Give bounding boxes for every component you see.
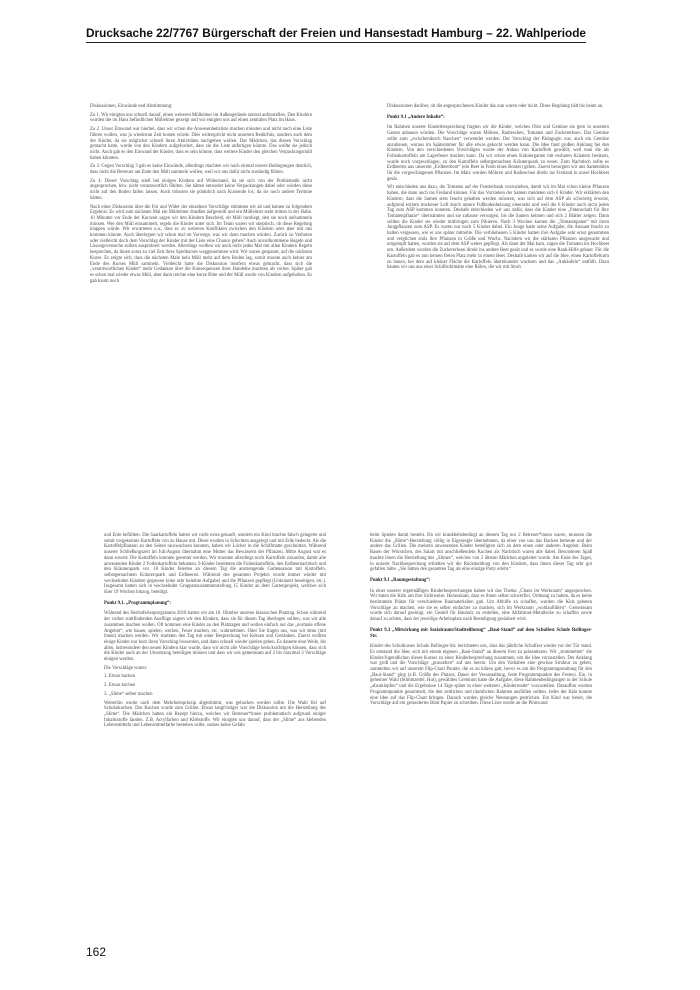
list-item: 1. Etwas backen (104, 674, 135, 680)
paragraph: Kinder des Schulkurses Schule Rellinger-Str. berichteten uns, dass das jährliche Schulfest wieder vor der Tür stand. Es entstand die Idee, sich mit einem eigenen „Baui-Stand“ an diesem Fest zu präsentieren. Wir „trommelten“ die Kinder/Jugendlichen dieses Kurses zu einer Kinderbesprechung zusammen, um die Idee vorzustellen. Der Anklang war groß und die Vorschläge „prasselten“ auf uns herein. Um den Vorhaben eine gewisse Struktur zu geben, sammelten wir auf unserem Flip-Chart Punkte, die es zu klären galt, bevor es um die Programmgestaltung für den „Baui-Stand“ ging (z.B. Größe des Platzes, Dauer der Veranstaltung, feste Programmpunkte des Festes). Ein, in geheimer Wahl (Stimmzettel, Hut), gewähltes Gremium hatte die Aufgabe, diese Rahmenbedingungen in der Schule „abzuklopfen“ und die Ergebnisse 14 Tage später in einer weiteren „Kinderrunde“ vorzustellen. Daraufhin wurden Programmpunkte gesammelt, die den zeitlichen und räumlichen Rahmen ausfüllen sollten. Jedes der Kids konnte eine Idee auf das Flip-Chart bringen. Danach wurden gleiche Nennungen gestrichen. Ein Kind war bereit, die Vorschläge auf ein gesondertes Blatt Papier zu schreiben. Diese Liste wurde an die Pinnwand (370, 644, 592, 707)
text-column-bottom-left (104, 533, 326, 732)
list-item: 3. „Slime“ selber machen (104, 691, 153, 697)
paragraph: Während des Herbstferienprogramms 2018 hatten wir am 10. Oktober unseren klassischen Platztag. Schon während der vorher stattfindenden Ausflüge sagten wir den Kindern, dass sie für diesen Tag überlegen sollten, was wir alle zusammen machen wollen. Oft kommen eine Kinder an den Platztagen und wollen einfach nur das „normale offene Angebot“, wie bauen, spielen, werken, Feuer machen, etc. wahrnehmen. Oder Sie fragen uns, was wir denn (mit ihnen) machen werden. Wir starteten den Tag mit einer Besprechung bei Keksen und Getränken. Zuerst wollten einige Kinder nur kurz ihren Vorschlag loswerden, und dann schnell wieder spielen gehen. Es dauerte eine Weile, bis allen, insbesondere den neuen Kindern klar wurde, dass wir nicht alle Vorschläge berücksichtigen können, dass sich die Kinder auch an der Umsetzung beteiligen müssen und dass wir uns gemeinsam auf 2 bis maximal 3 Vorschläge einigen werden. (104, 611, 327, 663)
paragraph: beim Spielen damit besteht. Da wir krankheitsbedingt an diesem Tag nur 2 Betreuer*innen waren, mussten die Kinder die „Slime“-Herstellung völlig in Eigenregie übernehmen, da einer von uns das Backen betreute und der andere das Grillen. Die meisten anwesenden Kinder beteiligten sich an dem einen oder anderen Angebot. Beim Rasen der Würstchen, des Salats mit anschließendem Kuchen als Nachtisch waren alle dabei. Besonderen Spaß machte ihnen die Herstellung des „Slimes“, welches von 2 älteren Mädchen angeleitet wurde. Am Ende des Tages, in unserer Nachbesprechung erhielten wir die Rückmeldung von den Kindern, dass ihnen dieser Tag sehr gut gefallen hätte. „Sie hätten den gesamten Tag als eine einzige Party erlebt.“ (370, 533, 592, 573)
section-heading: Punkt 9.1 „Raumgestaltung“: (370, 577, 431, 583)
paragraph: und Erde befüllten. Die Saatkartoffeln hatten wir nicht extra gekauft, sondern ein Kind brachte falsch gelagerte und somit vorgekeimte Kartoffeln von zu Hause mit. Diese wurden in Schichten ausgelegt und mit Erde bedeckt. Als die Kartoffelpflanzen an den Seiten rauswachsen konnten, haben wir Löcher in die Schilfmatte geschnitten. Während unserer Schließungszeit im Juli/August übernahm eine Mutter das Bewässern der Pflanzen. Mitte August war es dann soweit: Die Kartoffeln konnten geerntet werden. Wir mussten allerdings noch Kartoffeln zukaufen, damit alle anwesenden Kinder 2 Folienkartoffeln bekamen. 9 Kinder bereiteten die Folienkartoffeln, den Erdbeernachtisch und den Kräuterquark vor. 18 Kinder feierten an diesem Tag die anstrengende Gartensaison mit Kartoffeln, selbstgemachtem Kräuterquark und Erdbeeren. Während des gesamten Projekts wurde immer wieder mit wechselnden Kindern gegossen (eine sehr beliebte Aufgabe) und die Pflanzen gepflegt (Unkräuter beseitigen, etc.). Insgesamt hatten sich in wechselnder Gruppenzusammenstellung 15 Kinder an dem Gartenprojekt, welches sich über 19 Wochen hinzog, beteiligt. (104, 533, 326, 596)
document-number: Drucksache 22/7767 (86, 26, 199, 40)
paragraph: Im Rahmen unserer Kinderbesprechung fragten wir die Kinder, welches Obst und Gemüse sie gern in unserem Garten anbauen würden. Die Vorschläge waren Möhren, Radieschen, Tomaten und Zuckererbsen. Das Gemüse sollte zum „zwischendurch Naschen“ verwendet werden. Der Vorschlag der Pädagogin war, auch ein Gemüse anzubauen, woraus im Spätsommer für alle etwas gekocht werden kann. Die Idee fand großen Anklang bei den Kindern. Von den verschiedenen Vorschlägen wurde der Anbau von Kartoffeln gewählt, weil man die als Folienkartoffeln am Lagerfeuer machen kann. Da wir schon einen Kräutergarten mit essbaren Kräutern besitzen, wurde noch vorgeschlagen, zu den Kartoffeln selbstgemachten Kräuterquark zu essen. Zum Nachtisch sollte es Erdbeeren aus unserem „Erdbeerboot“ (ein Beet in Form eines Bootes) geben. Zuerst besorgten wir uns Samentüten für die vorgeschlagenen Pflanzen. Im März wurden Möhren und Radieschen direkt ins Freiland in unser Hochbeet gesät. (387, 125, 609, 182)
text-column-top-left (90, 104, 312, 287)
text-column-bottom-right (370, 533, 592, 710)
paragraph: Zu 1. Wir einigten uns schnell darauf, einen weiteren Mülleimer im Außengelände zentral aufzustellen. Den Kindern wurden die im Haus befindlichen Mülleimer gezeigt und wir einigten uns auf einen zentralen Platz im Haus. (90, 112, 312, 124)
paragraph: Zu 4: Dieser Vorschlag stieß bei einigen Kindern auf Widerstand, da sie sich von der Problematik nicht angesprochen, bzw. nicht verantwortlich fühlten. Sie hätten entweder keine Verpackungen dabei oder würden diese nicht auf den Boden fallen lassen. Auch müssten sie pünktlich nach Kursende los, da sie noch andere Termine hätten. (90, 178, 312, 201)
page-number: 162 (86, 945, 107, 959)
paragraph: In einer unserer regelmäßigen Kinderbesprechungen haben wir das Thema „Chaos im Werkraum“ angesprochen. Wir baten die Kids um ihre Sichtweise. Herauskam, dass es ihnen selbst schwerfiel, Ordnung zu halten, da es keine bestimmten Plätze für verschiedene Baumaterialien gab. Um Abhilfe zu schaffen, wurden die Kids gebeten Vorschläge zu machen, wie sie es selbst einfacher zu machen, sich im Werkraum „wohlzufühlen“. Gemeinsam wurde sich darauf geeinigt, ein Gestell für Bauholz zu erstellen, eine Altfahrrad-Metallecke zu schaffen sowie darauf zu achten, dass der jeweilige Arbeitsplatz nach Beendigung gesäubert wird. (370, 588, 592, 623)
list-item: 2. Etwas kochen (104, 683, 136, 689)
paragraph: Zu 2. Unser Einwand war hierbei, dass wir schon die Anwesenheitsliste machen müssten und nicht noch eine Liste führen wollen, was ja wiederum Zeit kosten würde. Dies widerspricht nicht unserem Bedürfnis, sondern auch dem der Kinder, da sie möglichst schnell ihren Aktivitäten nachgehen wollen. Das Mädchen, das diesen Vorschlag gemacht hatte, wurde von den Kindern aufgefordert, dass sie die Liste anfertigen könnte. Das wollte sie jedoch nicht. Auch gab es den Einwand der Kinder, dass es sein könnte, dass weitere Kinder den gleichen Verpackungsmüll haben könnten. (90, 127, 312, 161)
paragraph: Zu 3. Gegen Vorschlag 3 gab es keine Einwände, allerdings machten wir noch einmal unsere Bedingungen deutlich, dass nicht die Betreuer am Ende den Müll sammeln wollen, weil wir uns dafür nicht zuständig fühlen. (90, 164, 312, 176)
page-header (86, 26, 586, 40)
paragraph: Weiterhin wurde nach dem Mehrheitsprinzip abgestimmt, was gebacken werden sollte. Die Wahl fiel auf Schokokuchen. Das Kochen wurde zum Grillen. Etwas langfristiger war die Diskussion um die Herstellung des „Slime“. Die Mädchen hatten ein Rezept hierzu, welches wir Betreuer*innen problematisch aufgrund einiger Inhaltsstoffe fanden. Z.B. Acrylfarben und Klebstoffe. Wir einigten uns darauf, dass der „Slime“ aus klebenden Lebensmitteln und Lebensmittelfarbe bestehen sollte, sodass keine Gefahr (104, 700, 326, 729)
text-column-top-right (387, 104, 609, 274)
paragraph: Wir entschieden uns dazu, die Tomaten auf der Fensterbank vorzuziehen, damit wir im Mai schon kleine Pflanzen haben, die dann auch ins Freiland können. Für das Vorziehen der Samen meldeten sich 6 Kinder. Wir erklärten den Kindern, dass die Samen stets feucht gehalten werden müssten, was sich auf dem ASP als schwierig erweist, aufgrund extrem trockener Luft durch unsere Fußbodenheizung einerseits und weil die 6 Kinder auch nicht jeden Tag zum ASP kommen konnten. Deshalb entschieden wir uns dafür, dass die Kinder eine „Patenschaft für Ihre Tomatenpflanze“ übernahmen und sie zuhause versorgen, bis die Samen keimen und sich 2 Blätter zeigen. Dann sollten die Kinder sie wieder mitbringen zum Pikieren. Nach 3 Wochen kamen die „Tomatenpaten“ mit ihren Jungpflanzen zum ASP. Es waren nur noch 5 Kinder dabei. Ein Junge hatte seine Aufgabe, die Aussaat feucht zu halten vergessen, wie er uns später mitteilte. Die verbliebenen 5 Kinder hatten ihre Aufgabe sehr ernst genommen und verglichen stolz ihre Pflanzen in Größe und Wuchs. Nachdem wir die stärksten Pflanzen ausgesucht und umgetopft hatten, wurden sie auf dem ASP weiter gepflegt. Als dann der Mai kam, zogen die Tomaten ins Hochbeet um. Außerdem wurden die Zuckererbsen direkt ins andere Beet gesät und es wurde eine Rank-Hilfe gebaut. Für die Kartoffeln gab es nun keinen freien Platz mehr in einem Beet. Deshalb kamen wir auf die Idee, einen Kartoffelturm zu bauen, bei dem auf kleiner Fläche die Kartoffeln übereinander wachsen und das „Anhäufeln“ entfällt. Dazu bauten wir uns aus einer Schilfrohrmatte eine Röhre, die wir mit Stroh (387, 185, 609, 271)
section-heading: Punkt 9.1 „Andere Inhalte“: (387, 114, 445, 120)
paragraph: Die Vorschläge waren: (104, 665, 148, 671)
section-heading: Punkt 9.3 „Mitwirkung mit Sozialraum/Stadtteilbezug“ „Baui-Stand“ auf dem Schulfest Schule Rellinger-Str. (370, 627, 592, 639)
paragraph: Nach einer Diskussion über die Für und Wider der einzelnen Vorschläge stimmten wir ab und kamen zu folgendem Ergebnis: Es wird zum nächsten Mal ein Mülleimer draußen aufgestellt und ein Mülleimer steht mitten in der Halle. 10 Minuten vor Ende der Kurszeit sagen wir den Kindern Bescheid, ob Müll rumliegt, den sie noch aufsammeln müssen. Wer den Müll einsammelt, regeln die Kinder unter sich. Im Team waren wir skeptisch, ob diese Regelung klappen würde. Wir erwarteten u.a., dass es zu weiteren Konflikten zwischen den Kindern oder aber mit uns kommen könnte. Auch überlegten wir schon mal im Vorwege, was wir dann machen würden. Zurück zu Verboten oder vielleicht doch dem Vorschlag der Kinder mit der Liste eine Chance geben? Auch unvollkommene Regeln und Lösungsversuche sollten ausprobiert werden. Allerdings wollten wir auch nicht jedes Mal mit allen Kindern Regeln besprechen, da ihnen sonst zu viel Zeit ihres Spielkurses weggenommen wird. Wir waren gespannt, auf die nächsten Kurse. Es zeigte sich, dass die nächsten Male kein Müll mehr auf dem Boden lag, somit musste auch keiner am Ende des Kurses Müll sammeln. Vielleicht hatte die Diskussion insofern etwas gebracht, dass sich die „verantwortlichen Kinder“ mehr Gedanken über die Konsequenzen ihres Handelns machten als vorher. Später gab es schon mal wieder etwas Müll, aber dann reichte eine kurze Bitte und der Müll wurde von Kindern aufgehoben. Es gab kaum noch (90, 204, 312, 284)
parliament-title: Bürgerschaft der Freien und Hansestadt Hamburg – 22. Wahlperiode (202, 26, 586, 40)
paragraph: Diskussionen darüber, ob die angesprochenen Kinder das nun waren oder nicht. Diese Regelung hält bis heute an. (387, 104, 604, 109)
header-rule (86, 42, 586, 43)
section-heading: Punkt 9.1. „Programmplanung“: (104, 600, 171, 606)
paragraph: Diskussionen, Einwände und Abstimmung: (90, 104, 173, 109)
